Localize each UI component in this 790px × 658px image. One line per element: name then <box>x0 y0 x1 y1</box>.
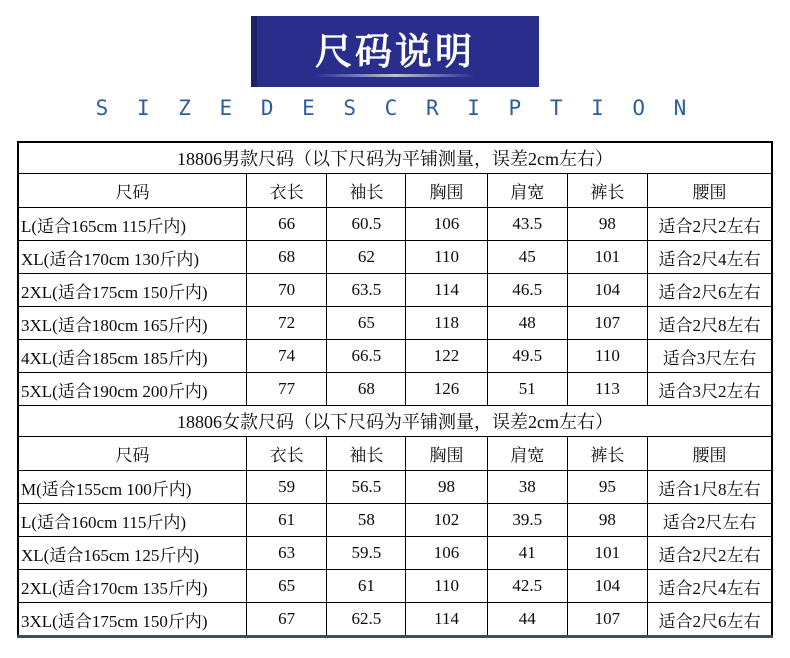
measurement-cell: 适合2尺8左右 <box>648 307 772 340</box>
measurement-cell: 适合2尺左右 <box>648 504 772 537</box>
size-label-cell: M(适合155cm 100斤内) <box>18 471 247 504</box>
measurement-cell: 62 <box>327 241 406 274</box>
column-header: 腰围 <box>648 174 772 208</box>
measurement-cell: 101 <box>567 241 647 274</box>
measurement-cell: 110 <box>406 570 487 603</box>
table-row <box>18 373 772 406</box>
size-table-body <box>18 142 772 637</box>
measurement-cell: 67 <box>247 603 327 637</box>
measurement-cell: 43.5 <box>487 208 567 241</box>
measurement-cell: 适合2尺4左右 <box>648 570 772 603</box>
measurement-cell: 77 <box>247 373 327 406</box>
measurement-cell: 适合2尺6左右 <box>648 603 772 637</box>
size-label-cell: 4XL(适合185cm 185斤内) <box>18 340 247 373</box>
table-row <box>18 570 772 603</box>
size-label-cell: XL(适合170cm 130斤内) <box>18 241 247 274</box>
measurement-cell: 48 <box>487 307 567 340</box>
measurement-cell: 106 <box>406 208 487 241</box>
measurement-cell: 68 <box>247 241 327 274</box>
section-title-row <box>18 142 772 174</box>
size-label-cell: L(适合165cm 115斤内) <box>18 208 247 241</box>
column-header: 腰围 <box>648 437 772 471</box>
measurement-cell: 49.5 <box>487 340 567 373</box>
column-header: 裤长 <box>567 174 647 208</box>
column-header: 胸围 <box>406 437 487 471</box>
table-row <box>18 537 772 570</box>
subtitle-letters: S I Z E D E S C R I P T I O N <box>95 96 695 120</box>
measurement-cell: 46.5 <box>487 274 567 307</box>
measurement-cell: 122 <box>406 340 487 373</box>
size-label-cell: 2XL(适合170cm 135斤内) <box>18 570 247 603</box>
measurement-cell: 58 <box>327 504 406 537</box>
measurement-cell: 72 <box>247 307 327 340</box>
measurement-cell: 114 <box>406 274 487 307</box>
measurement-cell: 98 <box>406 471 487 504</box>
column-header: 尺码 <box>18 174 247 208</box>
title-banner <box>251 16 539 87</box>
measurement-cell: 126 <box>406 373 487 406</box>
column-header: 胸围 <box>406 174 487 208</box>
table-row <box>18 603 772 637</box>
measurement-cell: 63 <box>247 537 327 570</box>
measurement-cell: 45 <box>487 241 567 274</box>
measurement-cell: 61 <box>247 504 327 537</box>
measurement-cell: 59 <box>247 471 327 504</box>
measurement-cell: 101 <box>567 537 647 570</box>
measurement-cell: 38 <box>487 471 567 504</box>
size-label-cell: 3XL(适合175cm 150斤内) <box>18 603 247 637</box>
measurement-cell: 39.5 <box>487 504 567 537</box>
measurement-cell: 65 <box>327 307 406 340</box>
table-row <box>18 208 772 241</box>
measurement-cell: 63.5 <box>327 274 406 307</box>
measurement-cell: 113 <box>567 373 647 406</box>
table-row <box>18 471 772 504</box>
measurement-cell: 适合3尺2左右 <box>648 373 772 406</box>
measurement-cell: 66 <box>247 208 327 241</box>
measurement-cell: 60.5 <box>327 208 406 241</box>
measurement-cell: 107 <box>567 307 647 340</box>
measurement-cell: 110 <box>406 241 487 274</box>
measurement-cell: 104 <box>567 274 647 307</box>
measurement-cell: 70 <box>247 274 327 307</box>
table-row <box>18 340 772 373</box>
measurement-cell: 51 <box>487 373 567 406</box>
column-header: 肩宽 <box>487 437 567 471</box>
measurement-cell: 98 <box>567 208 647 241</box>
table-row <box>18 241 772 274</box>
measurement-cell: 适合2尺2左右 <box>648 537 772 570</box>
column-header: 肩宽 <box>487 174 567 208</box>
measurement-cell: 62.5 <box>327 603 406 637</box>
measurement-cell: 107 <box>567 603 647 637</box>
measurement-cell: 98 <box>567 504 647 537</box>
size-description-page <box>0 16 790 638</box>
measurement-cell: 68 <box>327 373 406 406</box>
banner-underline-decoration <box>315 74 475 77</box>
measurement-cell: 56.5 <box>327 471 406 504</box>
size-table <box>17 141 773 638</box>
size-label-cell: 5XL(适合190cm 200斤内) <box>18 373 247 406</box>
size-label-cell: XL(适合165cm 125斤内) <box>18 537 247 570</box>
measurement-cell: 适合3尺左右 <box>648 340 772 373</box>
table-row <box>18 504 772 537</box>
table-row <box>18 274 772 307</box>
column-header: 尺码 <box>18 437 247 471</box>
measurement-cell: 65 <box>247 570 327 603</box>
measurement-cell: 61 <box>327 570 406 603</box>
column-header: 衣长 <box>247 437 327 471</box>
size-label-cell: L(适合160cm 115斤内) <box>18 504 247 537</box>
section-title-row <box>18 406 772 437</box>
measurement-cell: 114 <box>406 603 487 637</box>
measurement-cell: 74 <box>247 340 327 373</box>
measurement-cell: 适合2尺4左右 <box>648 241 772 274</box>
measurement-cell: 118 <box>406 307 487 340</box>
column-header: 裤长 <box>567 437 647 471</box>
measurement-cell: 42.5 <box>487 570 567 603</box>
column-header: 袖长 <box>327 174 406 208</box>
column-header: 袖长 <box>327 437 406 471</box>
table-section-title: 18806男款尺码（以下尺码为平铺测量，误差2cm左右） <box>18 142 772 174</box>
measurement-cell: 44 <box>487 603 567 637</box>
measurement-cell: 适合2尺6左右 <box>648 274 772 307</box>
measurement-cell: 适合2尺2左右 <box>648 208 772 241</box>
measurement-cell: 106 <box>406 537 487 570</box>
measurement-cell: 102 <box>406 504 487 537</box>
column-header: 衣长 <box>247 174 327 208</box>
column-header-row <box>18 437 772 471</box>
measurement-cell: 95 <box>567 471 647 504</box>
column-header-row <box>18 174 772 208</box>
measurement-cell: 41 <box>487 537 567 570</box>
measurement-cell: 66.5 <box>327 340 406 373</box>
page-title: 尺码说明 <box>315 30 475 72</box>
table-section-title: 18806女款尺码（以下尺码为平铺测量，误差2cm左右） <box>18 406 772 437</box>
measurement-cell: 110 <box>567 340 647 373</box>
measurement-cell: 适合1尺8左右 <box>648 471 772 504</box>
measurement-cell: 59.5 <box>327 537 406 570</box>
measurement-cell: 104 <box>567 570 647 603</box>
size-label-cell: 3XL(适合180cm 165斤内) <box>18 307 247 340</box>
size-label-cell: 2XL(适合175cm 150斤内) <box>18 274 247 307</box>
table-row <box>18 307 772 340</box>
